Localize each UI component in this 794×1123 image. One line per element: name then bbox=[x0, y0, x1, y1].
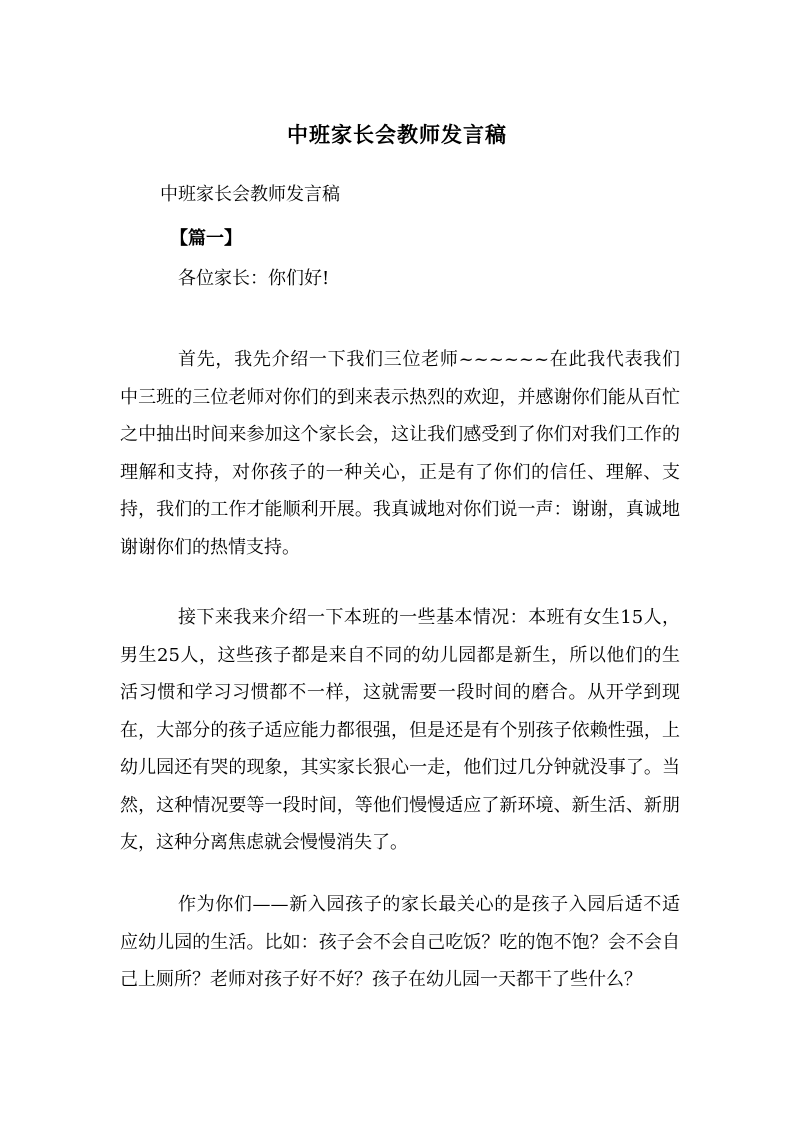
greeting-line: 各位家长：你们好! bbox=[178, 268, 330, 289]
paragraph-parent-concerns: 作为你们——新入园孩子的家长最关心的是孩子入园后适不适应幼儿园的生活。比如：孩子会不会自己吃饭？吃的饱不饱？会不会自己上厕所？老师对孩子好不好？孩子在幼儿园一天都干了些什么？ bbox=[120, 894, 680, 990]
document-subtitle: 中班家长会教师发言稿 bbox=[160, 184, 340, 205]
paragraph-class-info: 接下来我来介绍一下本班的一些基本情况：本班有女生15人，男生25人，这些孩子都是来自不同的幼儿园都是新生，所以他们的生活习惯和学习习惯都不一样，这就需要一段时间的磨合。从开学到现在，大部分的孩子适应能力都很强，但是还是有个别孩子依赖性强，上幼儿园还有哭的现象，其实家长狠心一走，他们过几分钟就没事了。当然，这种情况要等一段时间，等他们慢慢适应了新环境、新生活、新朋友，这种分离焦虑就会慢慢消失了。 bbox=[120, 607, 680, 853]
section-label: 【篇一】 bbox=[170, 228, 242, 249]
paragraph-introduction: 首先，我先介绍一下我们三位老师~~~~~~在此我代表我们中三班的三位老师对你们的到来表示热烈的欢迎，并感谢你们能从百忙之中抽出时间来参加这个家长会，这让我们感受到了你们对我们工作的理解和支持，对你孩子的一种关心，正是有了你们的信任、理解、支持，我们的工作才能顺利开展。我真诚地对你们说一声：谢谢，真诚地谢谢你们的热情支持。 bbox=[120, 349, 680, 558]
document-title: 中班家长会教师发言稿 bbox=[287, 122, 507, 147]
